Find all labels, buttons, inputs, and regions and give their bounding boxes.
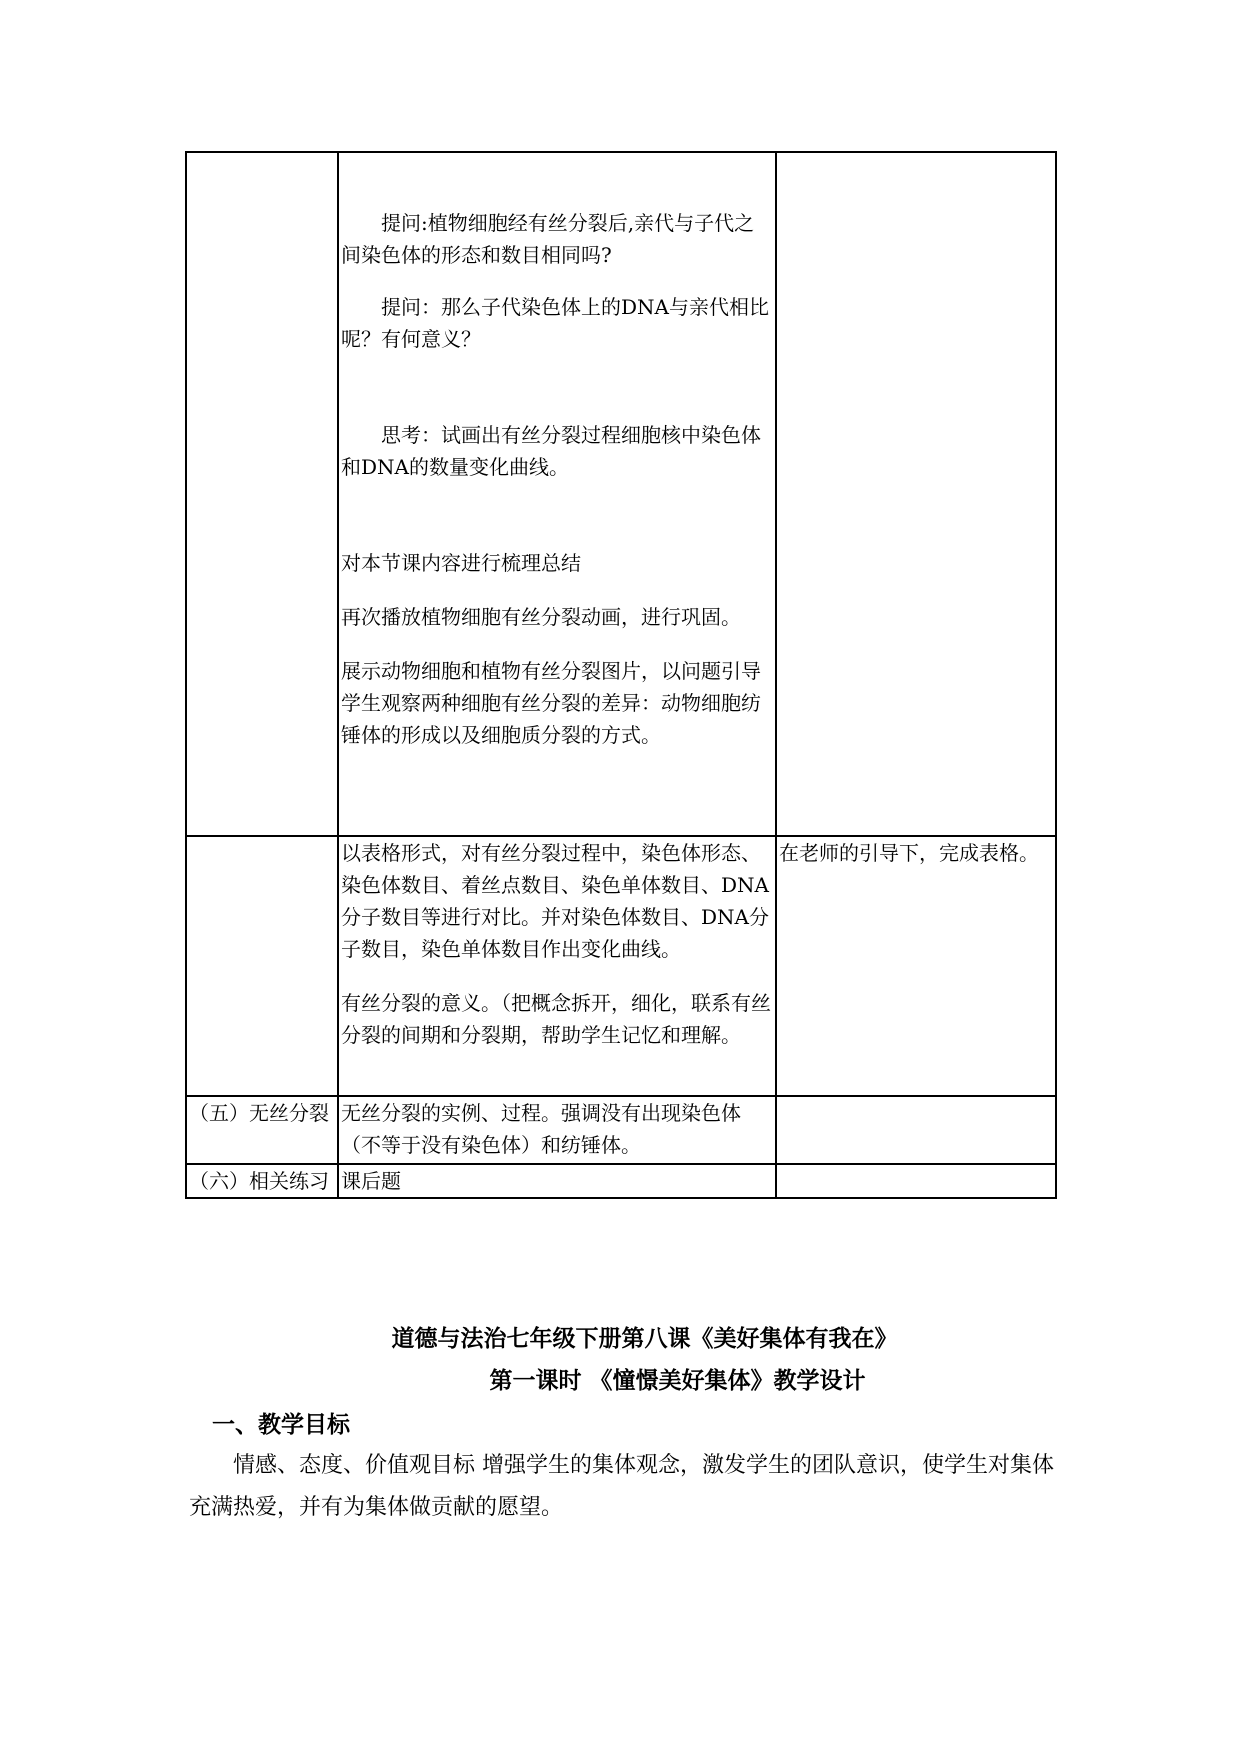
paragraph: 提问：那么子代染色体上的DNA与亲代相比呢？有何意义？ — [341, 295, 769, 351]
document-title: 道德与法治七年级下册第八课《美好集体有我在》 — [391, 1326, 898, 1352]
table-cell — [186, 836, 338, 1096]
table-row — [186, 1164, 1056, 1198]
section-body: 情感、态度、价值观目标 增强学生的集体观念，激发学生的团队意识，使学生对集体充满热爱，并有为集体做贡献的愿望。 — [189, 1453, 1054, 1520]
table-cell: 无丝分裂的实例、过程。强调没有出现染色体（不等于没有染色体）和纺锤体。 — [338, 1096, 776, 1164]
paragraph: 展示动物细胞和植物有丝分裂图片，以问题引导学生观察两种细胞有丝分裂的差异：动物细胞纺锤体的形成以及细胞质分裂的方式。 — [341, 659, 761, 747]
paragraph: 有丝分裂的意义。（把概念拆开，细化，联系有丝分裂的间期和分裂期，帮助学生记忆和理解。 — [341, 991, 771, 1047]
table-cell: 课后题 — [338, 1164, 776, 1198]
paragraph: 思考：试画出有丝分裂过程细胞核中染色体和DNA的数量变化曲线。 — [341, 423, 761, 479]
table-row — [186, 1096, 1056, 1164]
section-heading: 一、教学目标 — [212, 1412, 350, 1438]
table-cell — [776, 1096, 1056, 1164]
paragraph: 对本节课内容进行梳理总结 — [341, 551, 581, 575]
table-row — [186, 836, 1056, 1096]
table-row — [186, 152, 1056, 836]
paragraph: 提问:植物细胞经有丝分裂后,亲代与子代之间染色体的形态和数目相同吗? — [341, 211, 755, 267]
table-cell — [776, 152, 1056, 836]
table-cell — [338, 836, 776, 1096]
table-cell: （六）相关练习 — [186, 1164, 338, 1198]
table-cell: （五）无丝分裂 — [186, 1096, 338, 1164]
paragraph: 再次播放植物细胞有丝分裂动画，进行巩固。 — [341, 605, 741, 629]
table-cell — [186, 152, 338, 836]
table-cell: 在老师的引导下，完成表格。 — [776, 836, 1056, 1096]
table-cell — [338, 152, 776, 836]
paragraph: 以表格形式，对有丝分裂过程中，染色体形态、染色体数目、着丝点数目、染色单体数目、DNA分子数目等进行对比。并对染色体数目、DNA分子数目，染色单体数目作出变化曲线。 — [341, 841, 769, 961]
lesson-table — [185, 151, 1057, 1199]
table-cell — [776, 1164, 1056, 1198]
document-subtitle: 第一课时 《憧憬美好集体》教学设计 — [489, 1368, 866, 1394]
